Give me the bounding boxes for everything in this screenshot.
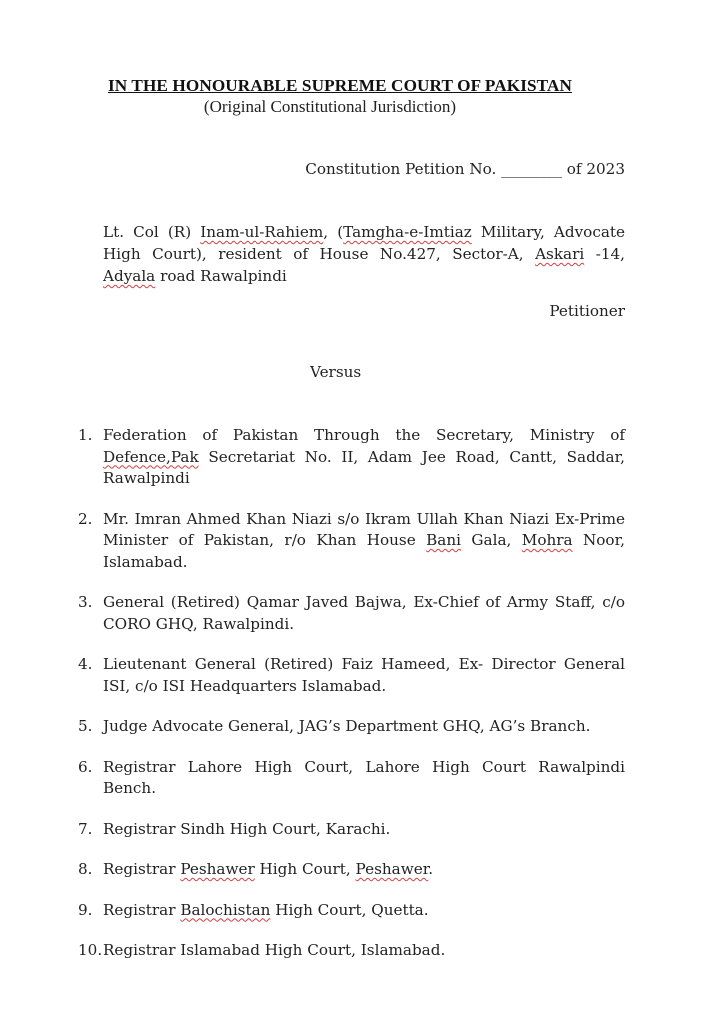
respondent-item — [78, 592, 625, 635]
respondent-text: Registrar Lahore High Court, Lahore High Court Rawalpindi Bench. — [103, 757, 625, 797]
respondent-text: High Court, — [254, 860, 356, 878]
petitioner-address-adyala: Adyala — [103, 267, 156, 285]
versus-label: Versus — [310, 363, 362, 381]
respondent-text: Balochistan — [180, 900, 271, 919]
petitioner-text: Lt. Col (R) — [103, 223, 201, 241]
petitioner-text: Military, Advocate High Court), resident of House No.427, Sector-A, — [103, 223, 625, 263]
respondent-text: Registrar — [103, 900, 181, 919]
respondent-text: High Court, Quetta. — [270, 900, 429, 919]
respondent-text: Secretariat No. II, Adam Jee Road, Cantt, Saddar, Rawalpindi — [103, 447, 625, 487]
respondent-number: 8. — [78, 860, 93, 878]
petitioner-details — [103, 221, 625, 287]
respondent-item — [78, 859, 625, 881]
respondent-text: General (Retired) Qamar Javed Bajwa, Ex-Chief of Army Staff, c/o CORO GHQ, Rawalpindi. — [103, 593, 625, 633]
respondent-number: 5. — [78, 717, 93, 735]
respondent-text: Federation of Pakistan Through the Secretary, Ministry of — [103, 426, 625, 444]
respondent-item — [78, 509, 625, 574]
respondent-text: Defence,Pak — [103, 447, 199, 466]
respondent-item — [78, 757, 625, 800]
respondent-text: Mr. Imran Ahmed Khan Niazi s/o Ikram Ullah Khan Niazi Ex-Prime Minister of Pakistan, r/o Khan House — [103, 509, 625, 549]
respondent-number: 9. — [78, 900, 93, 919]
petition-number-line — [305, 160, 625, 178]
respondent-number: 1. — [78, 426, 93, 444]
respondent-text: Bani — [426, 531, 461, 549]
court-title: IN THE HONOURABLE SUPREME COURT OF PAKISTAN — [108, 76, 572, 95]
respondent-number: 6. — [78, 757, 93, 776]
respondent-number: 3. — [78, 593, 93, 611]
respondent-number: 2. — [78, 509, 93, 528]
jurisdiction-subtitle: (Original Constitutional Jurisdiction) — [203, 97, 457, 116]
respondent-item — [78, 654, 625, 697]
petition-number-prefix: Constitution Petition No. — [305, 160, 497, 178]
petitioner-text: -14, — [584, 245, 625, 263]
petitioner-name: Inam-ul-Rahiem — [200, 223, 324, 241]
respondent-text: Lieutenant General (Retired) Faiz Hameed, Ex- Director General ISI, c/o ISI Headquarters Islamabad. — [103, 655, 625, 695]
respondents-list — [78, 425, 625, 981]
respondent-item — [78, 716, 625, 738]
respondent-item — [78, 940, 625, 962]
petitioner-address-askari: Askari — [535, 245, 585, 263]
respondent-text: Peshawer — [355, 860, 429, 878]
respondent-number: 4. — [78, 655, 93, 673]
petitioner-text: road Rawalpindi — [155, 267, 287, 285]
respondent-item — [78, 900, 625, 922]
respondent-text: Gala, — [461, 531, 522, 549]
petitioner-award: Tamgha-e-Imtiaz — [343, 223, 472, 241]
respondent-text: . — [428, 860, 434, 878]
respondent-item — [78, 819, 625, 841]
petitioner-text: , ( — [323, 223, 344, 241]
respondent-text: Judge Advocate General, JAG’s Department GHQ, AG’s Branch. — [103, 717, 591, 735]
respondent-text: Registrar Islamabad High Court, Islamabad. — [103, 941, 446, 959]
respondent-text: Noor, Islamabad. — [103, 531, 625, 571]
petition-year: of 2023 — [566, 160, 625, 178]
petitioner-role-label: Petitioner — [549, 302, 625, 320]
respondent-text: Mohra — [521, 531, 573, 549]
respondent-number: 7. — [78, 819, 93, 838]
respondent-text: Peshawer — [180, 860, 255, 878]
respondent-text: Registrar Sindh High Court, Karachi. — [103, 819, 391, 838]
petition-number-blank: ________ — [501, 160, 562, 178]
respondent-text: Registrar — [103, 860, 181, 878]
respondent-item — [78, 425, 625, 490]
respondent-number: 10. — [78, 941, 103, 959]
